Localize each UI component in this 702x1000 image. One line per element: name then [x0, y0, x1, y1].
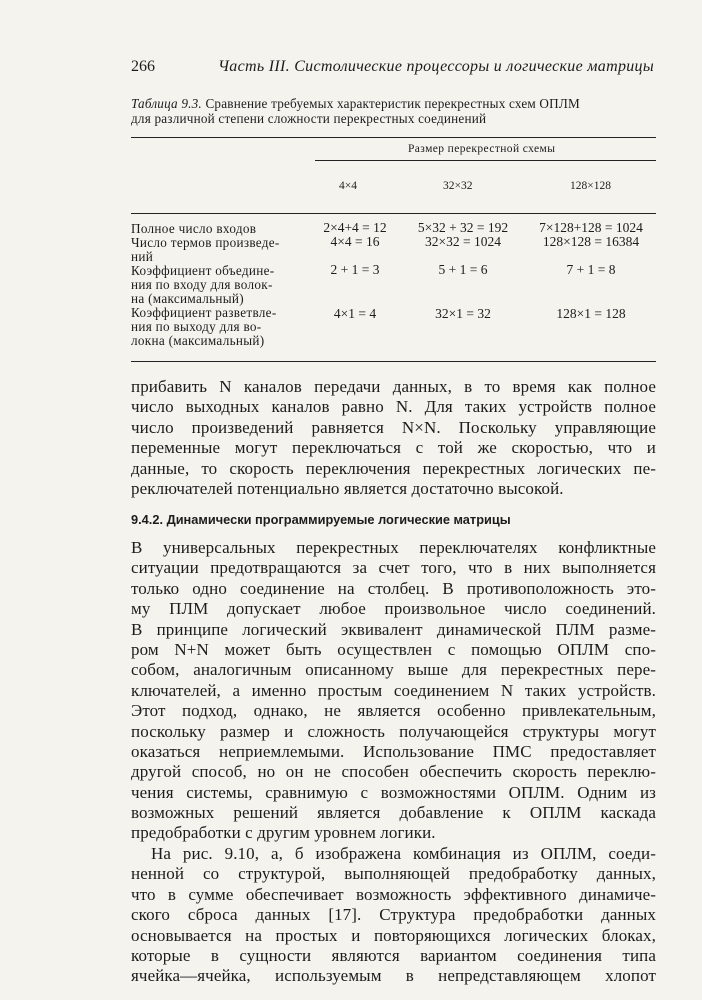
text-line: поскольку размер и сложность получающейся структуры могут: [131, 721, 656, 741]
table-caption-line-1: Сравнение требуемых характеристик перекрестных схем ОПЛМ: [205, 96, 580, 111]
text-line: которые в сущности являются вариантом соединения типа: [131, 945, 656, 965]
column-header-4x4: 4×4: [339, 180, 357, 192]
text-line: В принципе логический эквивалент динамической ПЛМ разме-: [131, 619, 656, 639]
section-heading: 9.4.2. Динамически программируемые логические матрицы: [131, 512, 511, 527]
table-cell: 4×4 = 16: [330, 234, 380, 249]
page-number: 266: [131, 58, 155, 75]
table-header-rule: [131, 213, 656, 214]
row-label-line: ний: [131, 249, 154, 264]
table-cell: 32×1 = 32: [435, 306, 491, 321]
table-cell: 5×32 + 32 = 192: [417, 220, 509, 235]
text-line: другой способ, но он не способен обеспечить скорость переклю-: [131, 762, 656, 782]
table-caption: [131, 96, 656, 126]
row-label-line: на (максимальный): [131, 291, 244, 306]
table-cell: 4×1 = 4: [333, 306, 377, 321]
table-row-label: [131, 236, 299, 264]
text-line: предобработки с другим уровнем логики.: [131, 823, 436, 843]
table-caption-line-2: для различной степени сложности перекрестных соединений: [131, 111, 487, 126]
text-line: ключателей, а именно простым соединением N таких устройств.: [131, 680, 656, 700]
paragraph: [131, 538, 656, 844]
row-label-line: ния по выходу для во-: [131, 319, 262, 334]
text-line: На рис. 9.10, а, б изображена комбинация из ОПЛМ, соеди-: [151, 844, 656, 863]
table-row-label: [131, 222, 299, 236]
text-line: что в сумме обеспечивает возможность эффективного динамиче-: [131, 884, 656, 904]
row-label-line: ния по входу для волок-: [131, 277, 273, 292]
table-cell: 2 + 1 = 3: [330, 262, 380, 277]
text-line: число произведений равняется N×N. Поскольку управляющие: [131, 417, 656, 437]
text-line: му ПЛМ допускает любое произвольное число соединений.: [131, 599, 656, 619]
table-cell: 7 + 1 = 8: [566, 262, 616, 277]
text-line: ячейка—ячейка, используемым в непредставляющем хлопот: [131, 966, 656, 986]
column-header-128x128: 128×128: [570, 180, 611, 192]
text-line: реключателей потенциально является достаточно высокой.: [131, 478, 564, 498]
table-bottom-rule: [131, 361, 656, 362]
text-line: возможных решений является добавление к ОПЛМ каскада: [131, 803, 656, 823]
text-line: собом, аналогичным описанному выше для перекрестных пере-: [131, 660, 656, 680]
text-line: данные, то скорость переключения перекрестных логических пе-: [131, 458, 656, 478]
table-cell: 2×4+4 = 12: [323, 220, 387, 235]
text-line: переменные могут переключаться с той же скоростью, что и: [131, 438, 656, 458]
table-top-rule: [131, 137, 656, 138]
running-title: Часть III. Систолические процессоры и логические матрицы: [217, 58, 654, 75]
text-line: ситуации предотвращаются за счет того, что в них выполняется: [131, 558, 656, 578]
table-cell: 128×1 = 128: [556, 306, 626, 321]
text-line: только одно соединение на столбец. В противоположность это-: [131, 578, 656, 598]
row-label-line: Полное число входов: [131, 221, 257, 236]
text-line: Этот подход, однако, не является особенно привлекательным,: [131, 701, 656, 721]
table-cell: 128×128 = 16384: [542, 234, 640, 249]
text-line: прибавить N каналов передачи данных, в то время как полное: [131, 377, 656, 396]
row-label-line: Коэффициент объедине-: [131, 263, 275, 278]
text-line: основывается на простых и повторяющихся логических блоках,: [131, 925, 656, 945]
table-group-rule: [315, 160, 656, 161]
text-line: В универсальных перекрестных переключателях конфликтные: [131, 538, 656, 557]
column-header-32x32: 32×32: [443, 180, 473, 192]
table-group-header: Размер перекрестной схемы: [408, 143, 556, 155]
table-row-label: [131, 264, 299, 306]
row-label-line: локна (максимальный): [131, 333, 265, 348]
page-header: [131, 58, 654, 80]
paragraph: [131, 844, 656, 987]
text-line: ненной со структурой, выполняющей предобработку данных,: [131, 864, 656, 884]
row-label-line: Коэффициент разветвле-: [131, 305, 277, 320]
text-line: число выходных каналов равно N. Для таких устройств полное: [131, 397, 656, 417]
table-row-label: [131, 306, 299, 348]
table-cell: 32×32 = 1024: [425, 234, 501, 249]
paragraph-continuation: [131, 377, 656, 499]
text-line: ром N+N может быть осуществлен с помощью ОПЛМ спо-: [131, 639, 656, 659]
row-label-line: Число термов произведе-: [131, 235, 280, 250]
table-caption-label: Таблица 9.3.: [131, 96, 202, 111]
text-line: ского сброса данных [17]. Структура предобработки данных: [131, 905, 656, 925]
text-line: оказаться неприемлемыми. Использование ПМС предоставляет: [131, 741, 656, 761]
table-cell: 5 + 1 = 6: [438, 262, 488, 277]
table-cell: 7×128+128 = 1024: [539, 220, 643, 235]
text-line: чения системы, сравнимую с возможностями ОПЛМ. Одним из: [131, 782, 656, 802]
